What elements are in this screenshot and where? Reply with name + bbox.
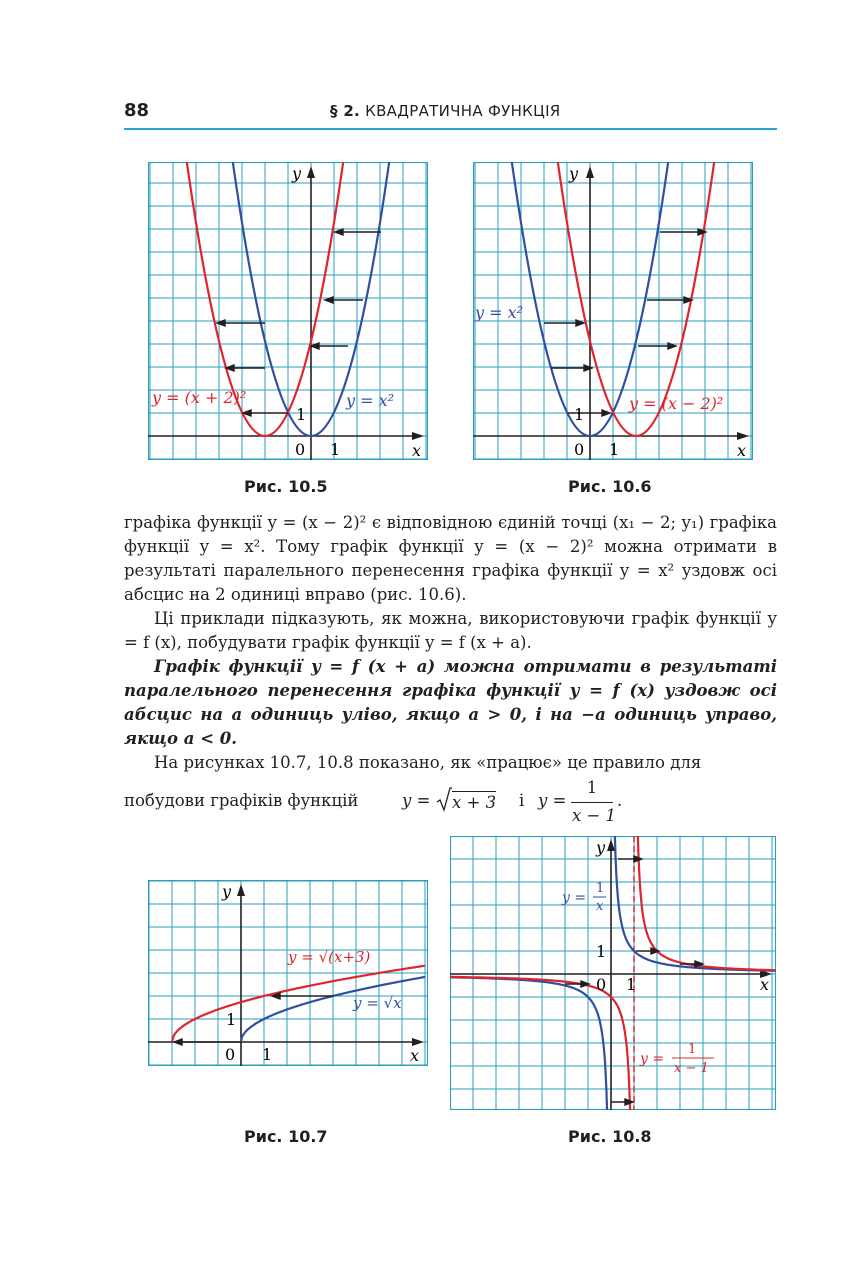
x-tick-1: 1 xyxy=(330,440,341,459)
section-title: § 2. КВАДРАТИЧНА ФУНКЦІЯ xyxy=(330,102,561,120)
hyperbola-blue xyxy=(450,836,776,1110)
label-blue-lhs: y = xyxy=(562,890,587,906)
grid xyxy=(148,880,428,1066)
y-axis-label: y xyxy=(292,164,302,183)
label-red-function: y = √(x+3) xyxy=(288,948,371,966)
figure-10-8 xyxy=(450,836,776,1110)
x-axis-label: x xyxy=(412,441,422,460)
figure-10-6 xyxy=(473,162,753,460)
formula-line xyxy=(124,778,777,828)
formula-and: і xyxy=(519,791,525,810)
formula-line-start: побудови графіків функцій xyxy=(124,791,359,810)
fraction-bar xyxy=(571,802,613,803)
caption-10-8: Рис. 10.8 xyxy=(568,1127,652,1146)
formula-frac-lhs: y = xyxy=(538,791,567,810)
hyperbola-red xyxy=(450,836,776,1110)
caption-10-6: Рис. 10.6 xyxy=(568,477,652,496)
formula-line-end: . xyxy=(617,791,623,810)
y-axis-arrow xyxy=(237,884,245,896)
figure-10-5 xyxy=(148,162,428,460)
label-blue-function: y = x² xyxy=(346,391,395,410)
grid xyxy=(148,162,428,460)
formula-sqrt-radicand: x + 3 xyxy=(452,793,497,812)
label-blue-function: y = √x xyxy=(353,994,402,1012)
label-blue-num: 1 xyxy=(596,881,605,896)
label-blue-function: y = x² xyxy=(475,303,524,322)
y-axis-label: y xyxy=(596,838,606,857)
x-axis-label: x xyxy=(410,1046,420,1065)
y-axis-arrow xyxy=(607,839,615,851)
y-tick-1: 1 xyxy=(596,942,607,961)
y-axis-arrow xyxy=(307,166,315,178)
origin-label: 0 xyxy=(225,1045,236,1064)
y-axis-arrow xyxy=(586,166,594,178)
x-axis-label: x xyxy=(760,975,770,994)
origin-label: 0 xyxy=(574,440,585,459)
y-tick-1: 1 xyxy=(296,405,307,424)
body-text-1 xyxy=(124,511,777,775)
paragraph-4: На рисунках 10.7, 10.8 показано, як «працює» це правило для xyxy=(154,753,702,772)
x-axis-arrow xyxy=(412,1038,424,1046)
label-blue-den: x xyxy=(596,899,604,914)
label-red-lhs: y = xyxy=(640,1051,665,1067)
paragraph-1: графіка функції y = (x − 2)² є відповідною єдиній точці (x₁ − 2; y₁) графіка функції y = x². Тому графік функції y = (x − 2)² можна отримати в результаті паралельного перенесення графіка функції y = x² уздовж осі абсцис на 2 одиниці вправо (рис. 10.6). xyxy=(124,513,777,604)
y-axis-label: y xyxy=(222,882,232,901)
x-tick-1: 1 xyxy=(609,440,620,459)
sqrt-sign xyxy=(436,786,452,812)
formula-frac-num: 1 xyxy=(586,778,598,797)
y-axis-label: y xyxy=(569,164,579,183)
header-rule xyxy=(124,128,777,130)
origin-label: 0 xyxy=(596,975,607,994)
y-tick-1: 1 xyxy=(226,1010,237,1029)
grid xyxy=(450,836,776,1110)
label-red-function: y = (x − 2)² xyxy=(629,394,724,413)
origin-label: 0 xyxy=(295,440,306,459)
x-axis-label: x xyxy=(737,441,747,460)
x-axis-arrow xyxy=(737,432,749,440)
label-red-den: x − 1 xyxy=(674,1061,709,1076)
formula-frac-den: x − 1 xyxy=(571,806,617,825)
paragraph-2: Ці приклади підказують, як можна, використовуючи графік функції y = f (x), побудувати графік функції y = f (x + a). xyxy=(124,609,777,652)
rule-statement: Графік функції y = f (x + a) можна отримати в результаті паралельного перенесення графіка функції y = f (x) уздовж осі абсцис на a одиниць уліво, якщо a > 0, і на −a одиниць управо, якщо a < 0. xyxy=(124,657,777,748)
page-number: 88 xyxy=(124,100,150,121)
caption-10-7: Рис. 10.7 xyxy=(244,1127,328,1146)
x-tick-1: 1 xyxy=(262,1045,273,1064)
x-tick-1: 1 xyxy=(626,975,637,994)
x-axis-arrow xyxy=(412,432,424,440)
caption-10-5: Рис. 10.5 xyxy=(244,477,328,496)
label-red-num: 1 xyxy=(688,1042,697,1057)
y-tick-1: 1 xyxy=(574,405,585,424)
label-red-function: y = (x + 2)² xyxy=(152,388,247,407)
formula-sqrt-lhs: y = xyxy=(402,791,431,810)
figure-10-7 xyxy=(148,880,428,1066)
